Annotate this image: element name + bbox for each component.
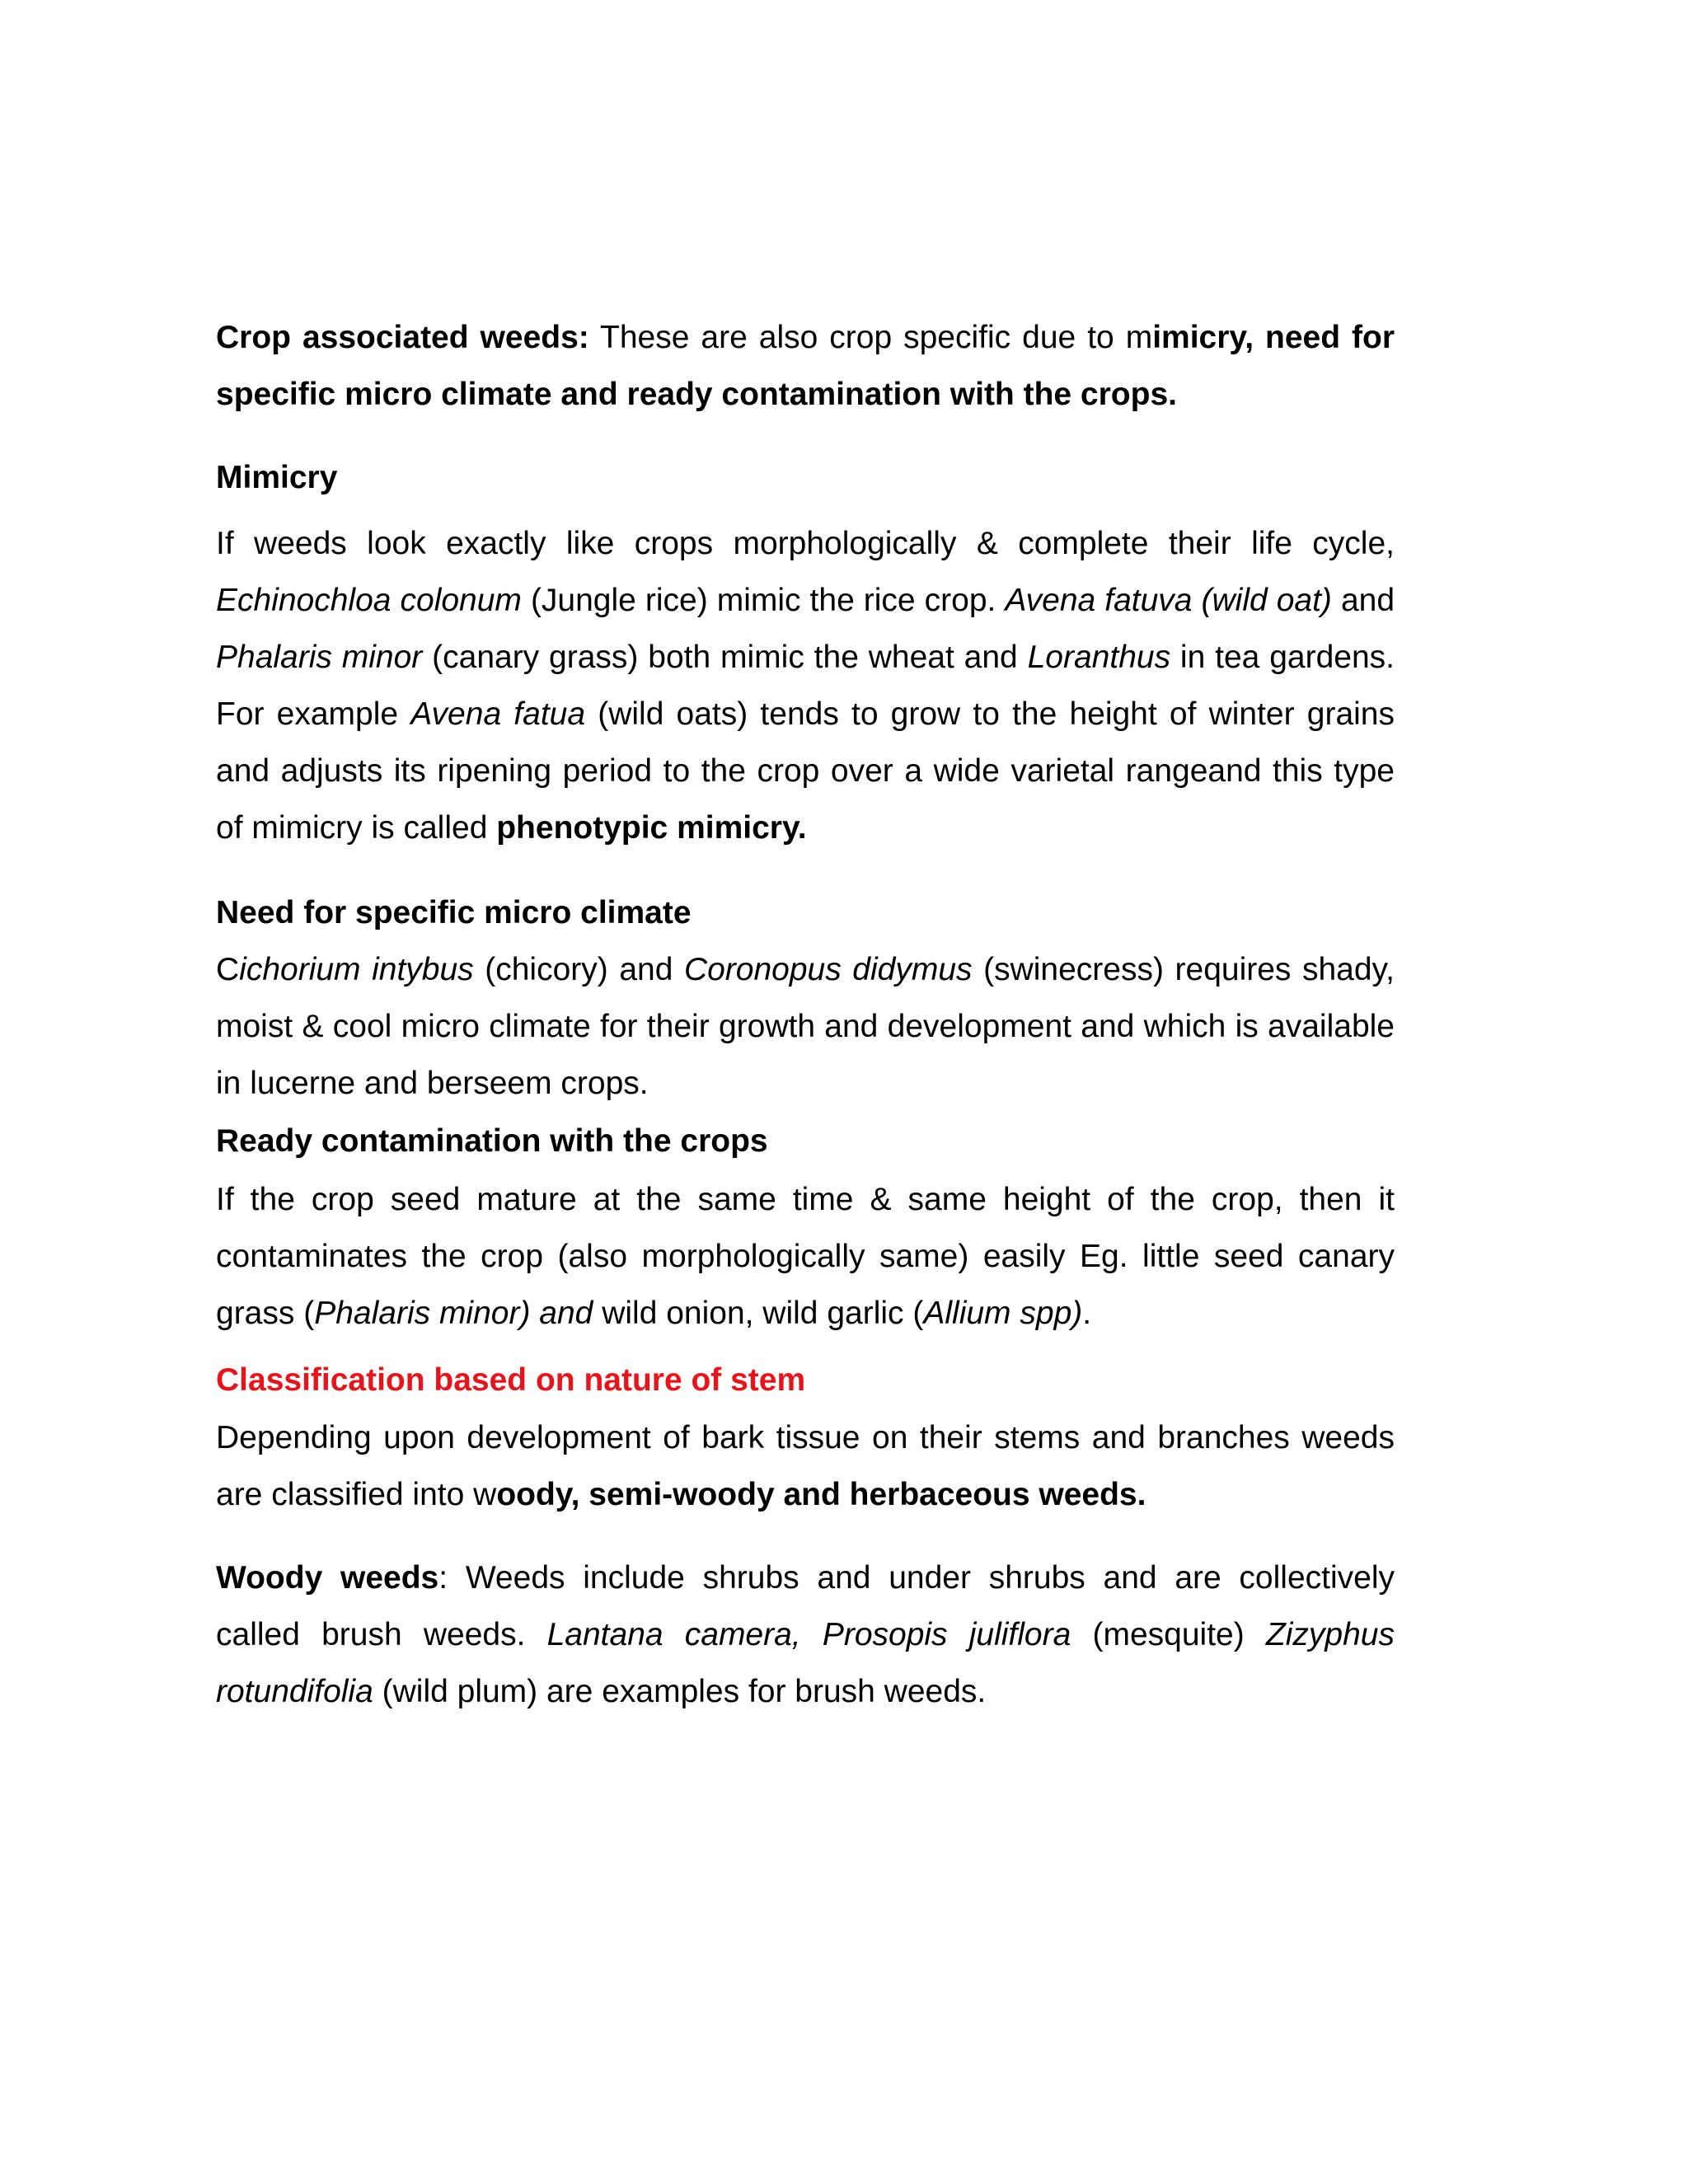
text-run: Depending upon development of bark tissue on their stems and branches weeds are classified into w	[216, 1420, 1395, 1512]
species-name: ichorium intybus	[239, 952, 474, 987]
text-run: These are also crop specific due to m	[588, 320, 1153, 355]
text-run: (swinecress) requires shady, moist & cool micro climate for their growth and development and which is available in lucerne and berseem crops.	[216, 952, 1395, 1101]
woody-weeds-paragraph	[216, 1549, 1395, 1720]
text-run: C	[216, 952, 240, 987]
text-run: .	[1082, 1296, 1092, 1331]
species-name: Echinochloa colonum	[216, 583, 522, 618]
text-run: : Weeds include shrubs and under shrubs and are collectively called brush weeds.	[216, 1560, 1395, 1652]
woody-weeds-term: Woody weeds	[216, 1560, 439, 1596]
text-run: If the crop seed mature at the same time & same height of the crop, then it contaminates the crop (also morphologically same) easily Eg. little seed canary grass (	[216, 1182, 1395, 1331]
species-name: Loranthus	[1027, 640, 1171, 675]
text-run: If weeds look exactly like crops morphologically & complete their life cycle,	[216, 526, 1395, 561]
text-run: (wild oats) tends to grow to the height of winter grains and adjusts its ripening period to the crop over a wide varietal rangeand this type of mimicry is called	[216, 696, 1395, 846]
ready-contamination-section	[216, 1113, 1395, 1169]
classification-section	[216, 1352, 1395, 1408]
species-name: Coronopus didymus	[683, 952, 973, 987]
text-run: (canary grass) both mimic the wheat and	[422, 640, 1028, 675]
species-name: Avena fatua	[410, 696, 586, 732]
text-run: in tea gardens. For example	[216, 640, 1395, 732]
phenotypic-mimicry-term: phenotypic mimicry.	[496, 810, 807, 846]
micro-climate-body	[216, 941, 1395, 1112]
species-name: Phalaris minor	[216, 640, 423, 675]
bold-run: imicry, need for specific micro climate and ready contamination with the crops.	[216, 320, 1395, 412]
ready-contamination-paragraph	[216, 1171, 1395, 1342]
text-run: (wild plum) are examples for brush weeds.	[373, 1674, 987, 1709]
classification-paragraph	[216, 1409, 1395, 1523]
ready-contamination-heading: Ready contamination with the crops	[216, 1123, 768, 1159]
classification-body	[216, 1409, 1395, 1523]
micro-climate-paragraph	[216, 941, 1395, 1112]
mimicry-paragraph	[216, 515, 1395, 856]
mimicry-section	[216, 449, 1395, 506]
species-name: Avena fatuva (wild oat)	[1005, 583, 1332, 618]
text-run: wild onion, wild garlic (	[593, 1296, 924, 1331]
species-name: Phalaris minor) and	[314, 1296, 593, 1331]
crop-associated-weeds-paragraph	[216, 309, 1395, 423]
ready-contamination-body	[216, 1171, 1395, 1342]
species-name: Allium spp)	[923, 1296, 1083, 1331]
text-run: (mesquite)	[1071, 1617, 1266, 1652]
woody-weeds-section	[216, 1549, 1395, 1720]
mimicry-body	[216, 515, 1395, 856]
micro-climate-section	[216, 884, 1395, 941]
text-run: and	[1331, 583, 1395, 618]
species-name: Zizyphus rotundifolia	[216, 1617, 1395, 1709]
weed-types-term: oody, semi-woody and herbaceous weeds.	[496, 1477, 1146, 1512]
classification-heading: Classification based on nature of stem	[216, 1362, 806, 1398]
crop-associated-weeds-term: Crop associated weeds:	[216, 320, 589, 355]
text-run: (Jungle rice) mimic the rice crop.	[521, 583, 1006, 618]
crop-associated-weeds-section	[216, 309, 1395, 423]
micro-climate-heading: Need for specific micro climate	[216, 895, 692, 930]
species-name: Lantana camera, Prosopis juliflora	[546, 1617, 1071, 1652]
text-run: (chicory) and	[473, 952, 684, 987]
mimicry-heading: Mimicry	[216, 460, 338, 495]
